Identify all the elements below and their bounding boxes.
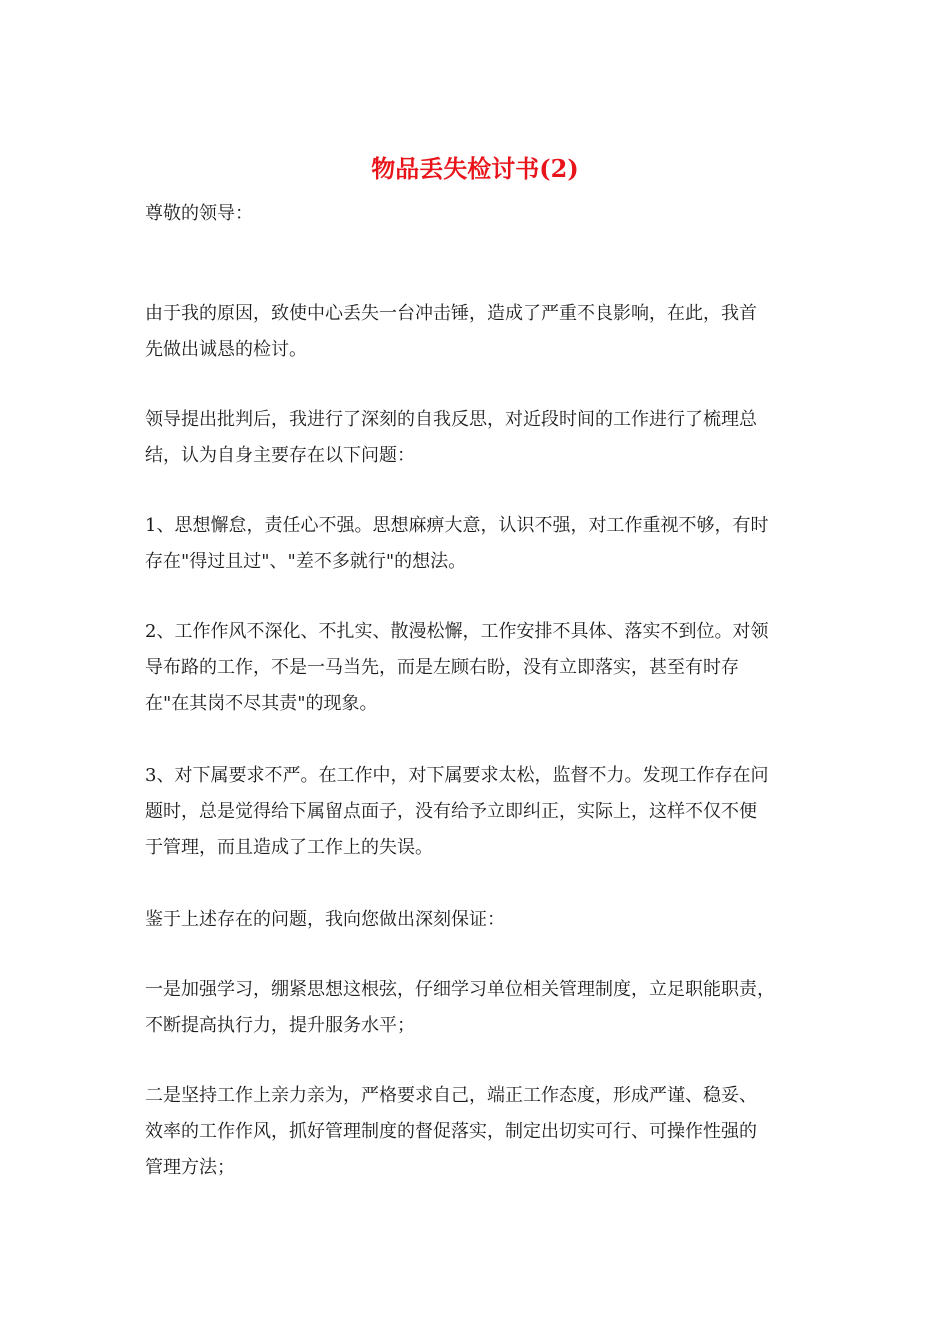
paragraph-7 <box>145 972 810 1044</box>
paragraph-line: 领导提出批判后，我进行了深刻的自我反思，对近段时间的工作进行了梳理总 <box>145 409 757 430</box>
paragraph-1 <box>145 296 810 368</box>
paragraph-line: 鉴于上述存在的问题，我向您做出深刻保证： <box>145 909 505 930</box>
paragraph-4 <box>145 614 810 722</box>
paragraph-line: 先做出诚恳的检讨。 <box>145 339 307 360</box>
salutation-line: 尊敬的领导： <box>145 203 253 224</box>
paragraph-6 <box>145 902 810 938</box>
paragraph-line: 存在"得过且过"、"差不多就行"的想法。 <box>145 551 467 572</box>
paragraph-line: 于管理，而且造成了工作上的失误。 <box>145 837 433 858</box>
paragraph-line: 在"在其岗不尽其责"的现象。 <box>145 693 378 714</box>
paragraph-line: 二是坚持工作上亲力亲为，严格要求自己，端正工作态度，形成严谨、稳妥、 <box>145 1085 757 1106</box>
paragraph-line: 一是加强学习，绷紧思想这根弦，仔细学习单位相关管理制度，立足职能职责， <box>145 979 775 1000</box>
document-title: 物品丢失检讨书(2) <box>371 154 579 183</box>
paragraph-line: 结，认为自身主要存在以下问题： <box>145 445 415 466</box>
paragraph-line: 不断提高执行力，提升服务水平； <box>145 1015 415 1036</box>
paragraph-5 <box>145 758 810 866</box>
paragraph-8 <box>145 1078 810 1186</box>
salutation <box>145 196 810 232</box>
paragraph-line: 管理方法； <box>145 1157 235 1178</box>
paragraph-line: 效率的工作作风，抓好管理制度的督促落实，制定出切实可行、可操作性强的 <box>145 1121 757 1142</box>
paragraph-3 <box>145 508 810 580</box>
paragraph-line: 2、工作作风不深化、不扎实、散漫松懈，工作安排不具体、落实不到位。对领 <box>145 621 769 642</box>
paragraph-line: 导布路的工作，不是一马当先，而是左顾右盼，没有立即落实，甚至有时存 <box>145 657 739 678</box>
paragraph-line: 题时，总是觉得给下属留点面子，没有给予立即纠正，实际上，这样不仅不便 <box>145 801 757 822</box>
paragraph-2 <box>145 402 810 474</box>
paragraph-line: 由于我的原因，致使中心丢失一台冲击锤，造成了严重不良影响，在此，我首 <box>145 303 757 324</box>
paragraph-line: 3、对下属要求不严。在工作中，对下属要求太松，监督不力。发现工作存在问 <box>145 765 769 786</box>
paragraph-line: 1、思想懈怠，责任心不强。思想麻痹大意，认识不强，对工作重视不够，有时 <box>145 515 769 536</box>
